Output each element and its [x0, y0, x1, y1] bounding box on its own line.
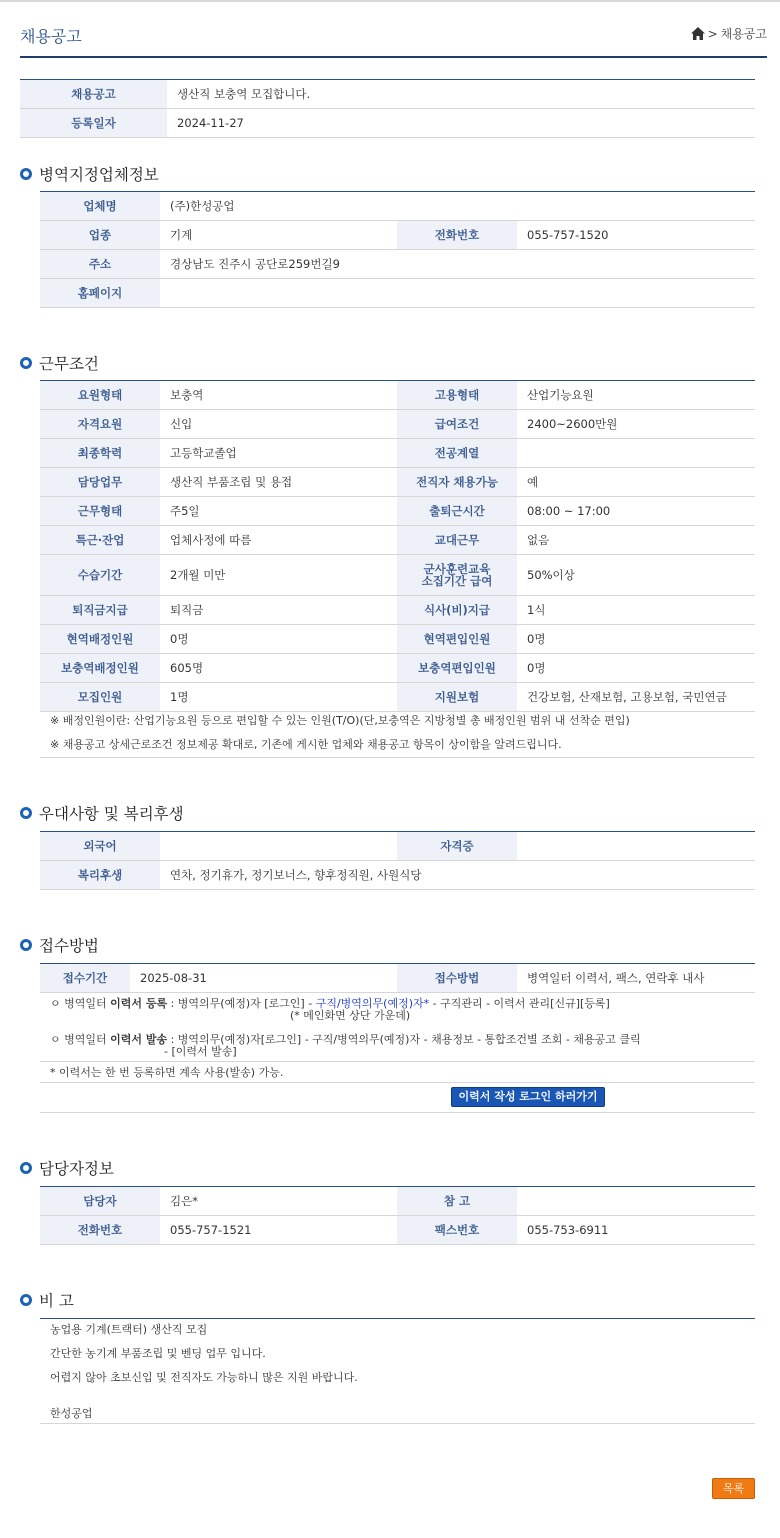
section-bullet-icon — [20, 807, 32, 819]
contact-table — [40, 1186, 755, 1245]
reg-prefix: ㅇ 병역일터 — [50, 997, 111, 1010]
page-title: 채용공고 — [20, 27, 82, 46]
fax-value: 055-753-6911 — [517, 1216, 755, 1245]
condition-value — [517, 439, 755, 468]
condition-label: 퇴직금지급 — [40, 596, 160, 625]
condition-value: 업체사정에 따름 — [160, 526, 397, 555]
condition-label: 급여조건 — [397, 410, 517, 439]
section-company-title: 병역지정업체정보 — [39, 166, 159, 184]
section-conditions — [20, 352, 99, 374]
condition-value: 0명 — [517, 654, 755, 683]
apply-instructions — [40, 993, 755, 1113]
table-row — [40, 654, 755, 683]
condition-label: 수습기간 — [40, 555, 160, 596]
reference-value — [517, 1187, 755, 1216]
table-row — [40, 192, 755, 221]
section-bullet-icon — [20, 1162, 32, 1174]
divider — [40, 757, 755, 758]
label-welfare: 복리후생 — [40, 861, 160, 890]
label-certificate: 자격증 — [397, 832, 517, 861]
table-row — [40, 439, 755, 468]
table-row — [40, 555, 755, 596]
condition-label: 특근·잔업 — [40, 526, 160, 555]
section-contact-title: 담당자정보 — [39, 1160, 114, 1178]
welfare-value: 연차, 정기휴가, 정기보너스, 향후정직원, 사원식당 — [160, 861, 755, 890]
remark-line: 어렵지 않아 초보신입 및 전직자도 가능하니 많은 지원 바랍니다. — [50, 1371, 358, 1384]
condition-value: 2400~2600만원 — [517, 410, 755, 439]
page-header — [20, 22, 767, 58]
remarks-body — [40, 1318, 755, 1424]
table-row — [40, 832, 755, 861]
label-phone: 전화번호 — [397, 221, 517, 250]
apply-footnote: * 이력서는 한 번 등록하면 계속 사용(발송) 가능. — [50, 1066, 284, 1079]
condition-value: 0명 — [160, 625, 397, 654]
condition-label: 보충역편입인원 — [397, 654, 517, 683]
remark-line: 한성공업 — [50, 1407, 93, 1420]
label-apply-period: 접수기간 — [40, 964, 130, 993]
condition-value: 주5일 — [160, 497, 397, 526]
condition-label: 근무형태 — [40, 497, 160, 526]
table-row — [20, 109, 755, 138]
reg-tail: - 구직관리 - 이력서 관리[신규][등록] — [429, 997, 610, 1010]
condition-value: 건강보험, 산재보험, 고용보험, 국민연금 — [517, 683, 755, 712]
label-person: 담당자 — [40, 1187, 160, 1216]
condition-label: 전직자 채용가능 — [397, 468, 517, 497]
condition-label: 출퇴근시간 — [397, 497, 517, 526]
label-industry: 업종 — [40, 221, 160, 250]
send-prefix: ㅇ 병역일터 — [50, 1033, 111, 1046]
condition-value: 퇴직금 — [160, 596, 397, 625]
condition-value: 0명 — [517, 625, 755, 654]
table-row — [40, 625, 755, 654]
conditions-table — [40, 380, 755, 712]
reg-date-value: 2024-11-27 — [167, 109, 755, 138]
apply-table — [40, 963, 755, 993]
table-row — [40, 410, 755, 439]
condition-value: 2개월 미만 — [160, 555, 397, 596]
remark-line: 간단한 농기계 부품조립 및 벤딩 업무 입니다. — [50, 1347, 266, 1360]
resume-send-line — [50, 1031, 641, 1047]
section-bullet-icon — [20, 939, 32, 951]
table-row — [40, 468, 755, 497]
condition-label: 교대근무 — [397, 526, 517, 555]
section-company — [20, 163, 159, 185]
address-value: 경상남도 진주시 공단로259번길9 — [160, 250, 755, 279]
label-company-name: 업체명 — [40, 192, 160, 221]
divider — [40, 1112, 755, 1113]
condition-label: 현역편입인원 — [397, 625, 517, 654]
table-row — [40, 861, 755, 890]
apply-period-value: 2025-08-31 — [130, 964, 397, 993]
table-row — [40, 526, 755, 555]
condition-value: 보충역 — [160, 381, 397, 410]
condition-label: 모집인원 — [40, 683, 160, 712]
label-apply-method: 접수방법 — [397, 964, 517, 993]
section-benefits-title: 우대사항 및 복리후생 — [39, 805, 184, 823]
condition-value: 없음 — [517, 526, 755, 555]
divider — [40, 1061, 755, 1062]
condition-value: 예 — [517, 468, 755, 497]
contact-phone-value: 055-757-1521 — [160, 1216, 397, 1245]
condition-label: 고용형태 — [397, 381, 517, 410]
condition-value: 605명 — [160, 654, 397, 683]
condition-value: 산업기능요원 — [517, 381, 755, 410]
section-bullet-icon — [20, 357, 32, 369]
condition-label: 보충역배정인원 — [40, 654, 160, 683]
condition-value: 1식 — [517, 596, 755, 625]
conditions-notes — [40, 709, 755, 757]
table-row — [20, 80, 755, 109]
breadcrumb-separator: > — [707, 26, 718, 41]
table-row — [40, 683, 755, 712]
section-benefits — [20, 802, 184, 824]
condition-label: 최종학력 — [40, 439, 160, 468]
condition-label: 식사(비)지급 — [397, 596, 517, 625]
language-value — [160, 832, 397, 861]
benefits-table — [40, 831, 755, 890]
divider — [40, 1082, 755, 1083]
company-table — [40, 191, 755, 308]
table-row — [40, 279, 755, 308]
reg-bold: 이력서 등록 — [110, 997, 168, 1010]
industry-value: 기계 — [160, 221, 397, 250]
table-row — [40, 250, 755, 279]
section-remarks-title: 비 고 — [39, 1292, 74, 1310]
job-seeker-link[interactable]: 구직/병역의무(예정)자* — [315, 997, 430, 1010]
login-resume-button[interactable]: 이력서 작성 로그인 하러가기 — [451, 1087, 605, 1107]
table-row — [40, 221, 755, 250]
send-bold: 이력서 발송 — [110, 1033, 168, 1046]
send-sub: - [이력서 발송] — [164, 1045, 237, 1058]
section-bullet-icon — [20, 1294, 32, 1306]
breadcrumb-current: 채용공고 — [720, 27, 767, 41]
table-row — [40, 596, 755, 625]
breadcrumb — [691, 25, 767, 42]
section-contact — [20, 1157, 114, 1179]
condition-label: 자격요원 — [40, 410, 160, 439]
condition-value: 신입 — [160, 410, 397, 439]
label-homepage: 홈페이지 — [40, 279, 160, 308]
table-row — [40, 497, 755, 526]
note-expansion: ※ 채용공고 상세근로조건 정보제공 확대로, 기존에 게시한 업체와 채용공고 항목이 상이함을 알려드립니다. — [50, 738, 562, 751]
label-recruit-title: 채용공고 — [20, 80, 167, 109]
condition-label: 요원형태 — [40, 381, 160, 410]
condition-label: 전공계열 — [397, 439, 517, 468]
person-value: 김은* — [160, 1187, 397, 1216]
condition-label: 담당업무 — [40, 468, 160, 497]
condition-value: 고등학교졸업 — [160, 439, 397, 468]
section-apply-title: 접수방법 — [39, 937, 99, 955]
apply-method-value: 병역일터 이력서, 팩스, 연락후 내사 — [517, 964, 755, 993]
recruit-title-value: 생산직 보충역 모집합니다. — [167, 80, 755, 109]
table-row — [40, 1187, 755, 1216]
remark-line: 농업용 기계(트랙터) 생산직 모집 — [50, 1323, 208, 1336]
label-reg-date: 등록일자 — [20, 109, 167, 138]
label-reference: 참 고 — [397, 1187, 517, 1216]
condition-value: 1명 — [160, 683, 397, 712]
table-row — [40, 1216, 755, 1245]
condition-value: 생산직 부품조립 및 용접 — [160, 468, 397, 497]
phone-value: 055-757-1520 — [517, 221, 755, 250]
summary-table — [20, 79, 755, 138]
condition-label: 현역배정인원 — [40, 625, 160, 654]
table-row — [40, 964, 755, 993]
reg-mid: : 병역의무(예정)자 [로그인] - — [167, 997, 316, 1010]
section-conditions-title: 근무조건 — [39, 355, 99, 373]
section-remarks — [20, 1289, 74, 1311]
divider — [40, 1423, 755, 1424]
condition-label: 군사훈련교육 소집기간 급여 — [397, 555, 517, 596]
section-bullet-icon — [20, 168, 32, 180]
label-language: 외국어 — [40, 832, 160, 861]
list-button[interactable]: 목록 — [712, 1478, 755, 1499]
top-border — [0, 0, 780, 2]
send-tail: : 병역의무(예정)자[로그인] - 구직/병역의무(예정)자 - 채용정보 - 통합조건별 조회 - 채용공고 클릭 — [167, 1033, 641, 1046]
note-assigned: ※ 배정인원이란: 산업기능요원 등으로 편입할 수 있는 인원(T/O)(단,보충역은 지방청별 총 배정인원 범위 내 선착순 편입) — [50, 714, 630, 727]
homepage-value[interactable] — [160, 279, 755, 308]
condition-label: 지원보험 — [397, 683, 517, 712]
section-apply — [20, 934, 99, 956]
certificate-value — [517, 832, 755, 861]
reg-sub: (* 메인화면 상단 가운데) — [290, 1009, 411, 1022]
condition-value: 08:00 ~ 17:00 — [517, 497, 755, 526]
label-address: 주소 — [40, 250, 160, 279]
label-fax: 팩스번호 — [397, 1216, 517, 1245]
home-icon[interactable] — [691, 27, 705, 40]
label-contact-phone: 전화번호 — [40, 1216, 160, 1245]
table-row — [40, 381, 755, 410]
condition-value: 50%이상 — [517, 555, 755, 596]
company-name-value: (주)한성공업 — [160, 192, 755, 221]
